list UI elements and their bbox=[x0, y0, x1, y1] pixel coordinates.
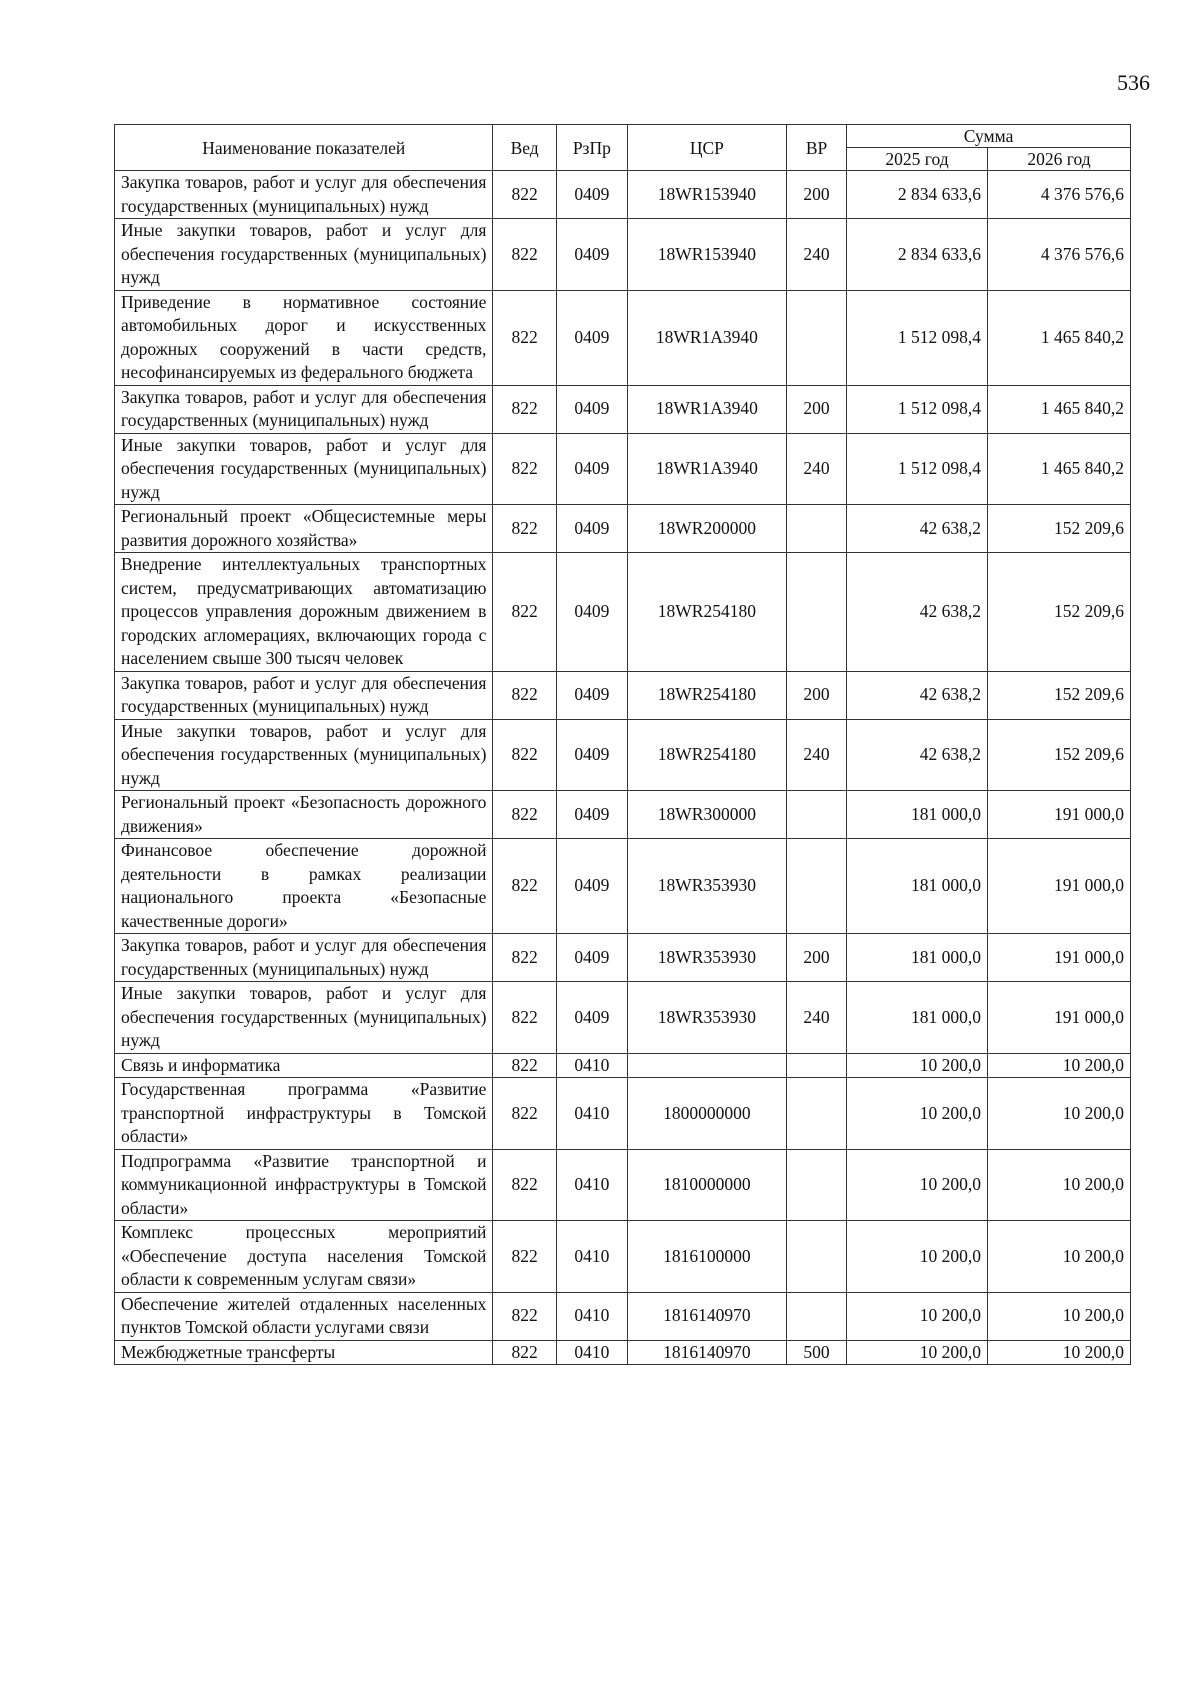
header-ved: Вед bbox=[493, 125, 556, 171]
cell-csr: 1816140970 bbox=[627, 1340, 786, 1365]
table-row bbox=[115, 171, 1131, 219]
cell-rzpr: 0410 bbox=[556, 1149, 627, 1221]
cell-vr: 200 bbox=[786, 171, 846, 219]
cell-name: Финансовое обеспечение дорожной деятельности в рамках реализации национального проекта «Безопасные качественные дороги» bbox=[115, 839, 493, 934]
cell-2026: 10 200,0 bbox=[987, 1078, 1130, 1150]
cell-vr: 200 bbox=[786, 385, 846, 433]
cell-csr: 1816100000 bbox=[627, 1221, 786, 1293]
cell-2026: 191 000,0 bbox=[987, 839, 1130, 934]
cell-rzpr: 0409 bbox=[556, 671, 627, 719]
cell-name: Внедрение интеллектуальных транспортных систем, предусматривающих автоматизацию процессов управления дорожным движением в городских агломерациях, включающих города с населением свыше 300 тысяч человек bbox=[115, 553, 493, 672]
cell-csr: 18WR300000 bbox=[627, 791, 786, 839]
cell-ved: 822 bbox=[493, 385, 556, 433]
cell-2026: 1 465 840,2 bbox=[987, 290, 1130, 385]
cell-ved: 822 bbox=[493, 719, 556, 791]
cell-rzpr: 0409 bbox=[556, 934, 627, 982]
header-2025: 2025 год bbox=[847, 148, 988, 171]
table-row bbox=[115, 1053, 1131, 1078]
table-row bbox=[115, 1078, 1131, 1150]
table-row bbox=[115, 1149, 1131, 1221]
cell-2026: 152 209,6 bbox=[987, 553, 1130, 672]
cell-vr bbox=[786, 1149, 846, 1221]
cell-csr: 18WR1A3940 bbox=[627, 290, 786, 385]
cell-csr: 18WR353930 bbox=[627, 934, 786, 982]
cell-name: Иные закупки товаров, работ и услуг для обеспечения государственных (муниципальных) нужд bbox=[115, 219, 493, 291]
cell-rzpr: 0410 bbox=[556, 1078, 627, 1150]
cell-rzpr: 0409 bbox=[556, 385, 627, 433]
header-csr: ЦСР bbox=[627, 125, 786, 171]
cell-vr bbox=[786, 839, 846, 934]
cell-name: Региональный проект «Общесистемные меры развития дорожного хозяйства» bbox=[115, 505, 493, 553]
cell-csr: 1810000000 bbox=[627, 1149, 786, 1221]
table-row bbox=[115, 505, 1131, 553]
table-row bbox=[115, 290, 1131, 385]
cell-2025: 42 638,2 bbox=[847, 505, 988, 553]
cell-vr bbox=[786, 1292, 846, 1340]
cell-csr: 18WR254180 bbox=[627, 719, 786, 791]
cell-rzpr: 0409 bbox=[556, 433, 627, 505]
cell-csr: 18WR353930 bbox=[627, 982, 786, 1054]
cell-csr: 18WR153940 bbox=[627, 171, 786, 219]
header-name: Наименование показателей bbox=[115, 125, 493, 171]
cell-2026: 152 209,6 bbox=[987, 671, 1130, 719]
cell-2025: 1 512 098,4 bbox=[847, 433, 988, 505]
header-rzpr: РзПр bbox=[556, 125, 627, 171]
cell-rzpr: 0409 bbox=[556, 219, 627, 291]
cell-2025: 10 200,0 bbox=[847, 1053, 988, 1078]
table-row bbox=[115, 1292, 1131, 1340]
cell-2026: 4 376 576,6 bbox=[987, 219, 1130, 291]
cell-name: Иные закупки товаров, работ и услуг для обеспечения государственных (муниципальных) нужд bbox=[115, 433, 493, 505]
cell-2025: 42 638,2 bbox=[847, 671, 988, 719]
cell-rzpr: 0409 bbox=[556, 791, 627, 839]
cell-ved: 822 bbox=[493, 553, 556, 672]
cell-rzpr: 0409 bbox=[556, 171, 627, 219]
cell-csr: 18WR200000 bbox=[627, 505, 786, 553]
cell-csr: 18WR153940 bbox=[627, 219, 786, 291]
table-body bbox=[115, 171, 1131, 1365]
cell-name: Иные закупки товаров, работ и услуг для обеспечения государственных (муниципальных) нужд bbox=[115, 719, 493, 791]
header-sum: Сумма bbox=[847, 125, 1131, 148]
cell-name: Государственная программа «Развитие транспортной инфраструктуры в Томской области» bbox=[115, 1078, 493, 1150]
cell-vr: 240 bbox=[786, 219, 846, 291]
cell-rzpr: 0410 bbox=[556, 1053, 627, 1078]
cell-ved: 822 bbox=[493, 671, 556, 719]
cell-csr: 18WR1A3940 bbox=[627, 433, 786, 505]
table-row bbox=[115, 219, 1131, 291]
cell-vr bbox=[786, 791, 846, 839]
cell-2026: 152 209,6 bbox=[987, 719, 1130, 791]
cell-ved: 822 bbox=[493, 219, 556, 291]
cell-name: Закупка товаров, работ и услуг для обеспечения государственных (муниципальных) нужд bbox=[115, 671, 493, 719]
cell-ved: 822 bbox=[493, 934, 556, 982]
cell-2025: 181 000,0 bbox=[847, 982, 988, 1054]
cell-rzpr: 0409 bbox=[556, 290, 627, 385]
cell-2025: 42 638,2 bbox=[847, 553, 988, 672]
cell-vr bbox=[786, 290, 846, 385]
cell-2026: 10 200,0 bbox=[987, 1292, 1130, 1340]
cell-2025: 2 834 633,6 bbox=[847, 171, 988, 219]
cell-2026: 191 000,0 bbox=[987, 934, 1130, 982]
cell-ved: 822 bbox=[493, 1078, 556, 1150]
cell-2025: 181 000,0 bbox=[847, 791, 988, 839]
cell-ved: 822 bbox=[493, 505, 556, 553]
table-row bbox=[115, 791, 1131, 839]
cell-rzpr: 0410 bbox=[556, 1292, 627, 1340]
cell-rzpr: 0409 bbox=[556, 719, 627, 791]
cell-name: Связь и информатика bbox=[115, 1053, 493, 1078]
cell-ved: 822 bbox=[493, 982, 556, 1054]
table-row bbox=[115, 1221, 1131, 1293]
cell-2026: 191 000,0 bbox=[987, 791, 1130, 839]
cell-csr: 1800000000 bbox=[627, 1078, 786, 1150]
cell-2025: 42 638,2 bbox=[847, 719, 988, 791]
cell-rzpr: 0410 bbox=[556, 1221, 627, 1293]
cell-rzpr: 0410 bbox=[556, 1340, 627, 1365]
table-row bbox=[115, 839, 1131, 934]
cell-ved: 822 bbox=[493, 1053, 556, 1078]
cell-csr: 18WR254180 bbox=[627, 671, 786, 719]
cell-vr bbox=[786, 1078, 846, 1150]
cell-2025: 10 200,0 bbox=[847, 1078, 988, 1150]
cell-2026: 10 200,0 bbox=[987, 1221, 1130, 1293]
cell-name: Закупка товаров, работ и услуг для обеспечения государственных (муниципальных) нужд bbox=[115, 934, 493, 982]
cell-csr: 18WR353930 bbox=[627, 839, 786, 934]
cell-ved: 822 bbox=[493, 839, 556, 934]
table-row bbox=[115, 982, 1131, 1054]
cell-rzpr: 0409 bbox=[556, 982, 627, 1054]
cell-2025: 10 200,0 bbox=[847, 1149, 988, 1221]
cell-vr bbox=[786, 1221, 846, 1293]
cell-rzpr: 0409 bbox=[556, 505, 627, 553]
cell-ved: 822 bbox=[493, 1292, 556, 1340]
cell-vr: 240 bbox=[786, 433, 846, 505]
table-row bbox=[115, 433, 1131, 505]
cell-csr: 18WR254180 bbox=[627, 553, 786, 672]
cell-name: Подпрограмма «Развитие транспортной и коммуникационной инфраструктуры в Томской области» bbox=[115, 1149, 493, 1221]
cell-name: Региональный проект «Безопасность дорожного движения» bbox=[115, 791, 493, 839]
cell-ved: 822 bbox=[493, 1340, 556, 1365]
cell-name: Закупка товаров, работ и услуг для обеспечения государственных (муниципальных) нужд bbox=[115, 385, 493, 433]
cell-ved: 822 bbox=[493, 433, 556, 505]
cell-2025: 181 000,0 bbox=[847, 839, 988, 934]
budget-table bbox=[114, 124, 1131, 1365]
cell-ved: 822 bbox=[493, 1221, 556, 1293]
cell-2025: 10 200,0 bbox=[847, 1221, 988, 1293]
cell-2026: 1 465 840,2 bbox=[987, 385, 1130, 433]
table-header bbox=[115, 125, 1131, 171]
cell-name: Комплекс процессных мероприятий «Обеспечение доступа населения Томской области к современным услугам связи» bbox=[115, 1221, 493, 1293]
cell-name: Межбюджетные трансферты bbox=[115, 1340, 493, 1365]
cell-vr: 240 bbox=[786, 719, 846, 791]
cell-rzpr: 0409 bbox=[556, 839, 627, 934]
header-vr: ВР bbox=[786, 125, 846, 171]
cell-ved: 822 bbox=[493, 171, 556, 219]
cell-name: Закупка товаров, работ и услуг для обеспечения государственных (муниципальных) нужд bbox=[115, 171, 493, 219]
cell-ved: 822 bbox=[493, 791, 556, 839]
cell-ved: 822 bbox=[493, 290, 556, 385]
cell-2025: 10 200,0 bbox=[847, 1292, 988, 1340]
cell-2026: 4 376 576,6 bbox=[987, 171, 1130, 219]
cell-2025: 10 200,0 bbox=[847, 1340, 988, 1365]
header-2026: 2026 год bbox=[987, 148, 1130, 171]
page-number: 536 bbox=[1117, 70, 1150, 95]
cell-2026: 10 200,0 bbox=[987, 1053, 1130, 1078]
table-row bbox=[115, 553, 1131, 672]
cell-2025: 2 834 633,6 bbox=[847, 219, 988, 291]
table-row bbox=[115, 385, 1131, 433]
table-row bbox=[115, 1340, 1131, 1365]
table-row bbox=[115, 719, 1131, 791]
cell-2026: 191 000,0 bbox=[987, 982, 1130, 1054]
cell-vr: 200 bbox=[786, 934, 846, 982]
cell-name: Обеспечение жителей отдаленных населенных пунктов Томской области услугами связи bbox=[115, 1292, 493, 1340]
cell-2026: 10 200,0 bbox=[987, 1340, 1130, 1365]
cell-2026: 152 209,6 bbox=[987, 505, 1130, 553]
cell-2025: 1 512 098,4 bbox=[847, 290, 988, 385]
table-row bbox=[115, 671, 1131, 719]
cell-vr bbox=[786, 505, 846, 553]
cell-vr: 200 bbox=[786, 671, 846, 719]
cell-csr bbox=[627, 1053, 786, 1078]
cell-2025: 1 512 098,4 bbox=[847, 385, 988, 433]
cell-ved: 822 bbox=[493, 1149, 556, 1221]
cell-vr: 240 bbox=[786, 982, 846, 1054]
cell-name: Приведение в нормативное состояние автомобильных дорог и искусственных дорожных сооружений в части средств, несофинансируемых из федерального бюджета bbox=[115, 290, 493, 385]
cell-2026: 10 200,0 bbox=[987, 1149, 1130, 1221]
cell-name: Иные закупки товаров, работ и услуг для обеспечения государственных (муниципальных) нужд bbox=[115, 982, 493, 1054]
cell-2026: 1 465 840,2 bbox=[987, 433, 1130, 505]
cell-vr: 500 bbox=[786, 1340, 846, 1365]
cell-rzpr: 0409 bbox=[556, 553, 627, 672]
cell-csr: 18WR1A3940 bbox=[627, 385, 786, 433]
cell-csr: 1816140970 bbox=[627, 1292, 786, 1340]
cell-vr bbox=[786, 553, 846, 672]
cell-2025: 181 000,0 bbox=[847, 934, 988, 982]
cell-vr bbox=[786, 1053, 846, 1078]
table-row bbox=[115, 934, 1131, 982]
